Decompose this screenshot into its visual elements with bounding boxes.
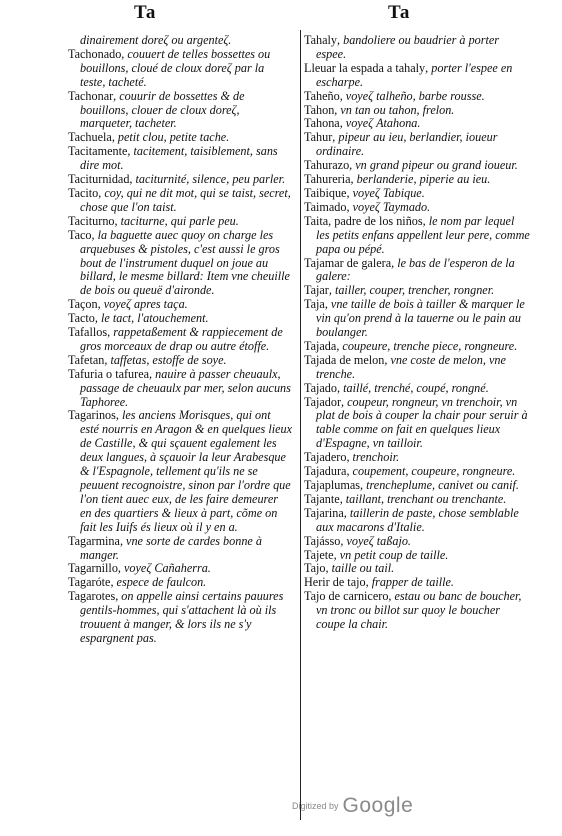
dictionary-entry [304,173,530,187]
right-column [304,34,530,632]
google-logo: Google [342,794,414,817]
entry-headword: Tajarina [304,505,344,520]
entry-headword: Tajadero [304,450,347,465]
entry-gloss: , le nom par lequel les petits enfans appellent leur pere, comme papa ou pépé. [316,213,530,256]
entry-headword: Tajásso [304,533,341,548]
dictionary-entry [304,34,530,62]
dictionary-entry [68,409,292,534]
dictionary-entry [304,507,530,535]
dictionary-entry [304,340,530,354]
running-head-left: Ta [134,2,157,23]
dictionary-entry [68,34,292,48]
dictionary-entry [304,549,530,563]
entry-headword: Tajo de carnicero [304,589,389,604]
entry-gloss: , vn grand pipeur ou grand ioueur. [349,158,518,173]
dictionary-entry [304,576,530,590]
dictionary-entry [68,229,292,299]
dictionary-entry [304,131,530,159]
entry-gloss: , bandoliere ou baudrier à porter espee. [316,33,500,61]
entry-headword: Tajador [304,394,342,409]
entry-headword: Tafetan [68,352,105,367]
dictionary-entry [68,535,292,563]
entry-gloss: , espece de faulcon. [110,575,207,590]
dictionary-entry [304,465,530,479]
entry-gloss: , rappetaßement & rappiecement de gros morceaux de drap ou autre étoffe. [80,325,283,353]
entry-gloss: , on appelle ainsi certains pauures gentils-hommes, qui s'attachent là où ils trouuent à manger, & lors ils ne s'y espargnent pas. [80,589,284,645]
dictionary-entry [68,48,292,90]
dictionary-entry [304,62,530,90]
entry-headword: Tagarnillo [68,561,118,576]
dictionary-entry [68,131,292,145]
column-divider [300,30,301,820]
entry-headword: Tachonar [68,88,114,103]
entry-headword: Tajante [304,491,340,506]
entry-headword: Tahureria [304,172,351,187]
dictionary-entry [68,187,292,215]
entry-gloss: , porter l'espee en escharpe. [316,60,513,89]
entry-gloss: , coupeur, rongneur, vn trenchoir, vn plat de bois à couper la chair pour seruir à table comme on fait en quelques lieux d'Espagne, vn tailloir. [316,394,528,451]
dictionary-entry [304,159,530,173]
dictionary-entry [304,354,530,382]
entry-headword: Taheño [304,88,340,103]
entry-headword: Tagarinos [68,408,116,423]
entry-gloss: , pipeur au ieu, berlandier, ioueur ordinaire. [316,130,498,159]
entry-headword: Tahona [304,116,340,131]
entry-headword: Tachuela [68,130,112,145]
dictionary-entry [68,576,292,590]
dictionary-entry [304,562,530,576]
entry-gloss: , le tact, l'atouchement. [94,311,209,326]
dictionary-entry [304,396,530,452]
dictionary-entry [68,562,292,576]
dictionary-entry [304,590,530,632]
entry-headword: Tahaly [304,33,337,47]
entry-gloss: , voyeζ Taymado. [346,199,431,214]
entry-headword: Tafallos [68,325,108,340]
entry-gloss: , voyeζ apres taça. [97,297,188,312]
entry-gloss: , tacitement, taisiblement, sans dire mot. [80,144,278,173]
dictionary-entry [304,90,530,104]
entry-gloss: , trenchoir. [346,450,400,465]
entry-headword: Tajo [304,561,326,576]
entry-gloss: dinairement doreζ ou argenteζ. [80,33,232,47]
entry-headword: Tacto [68,311,95,326]
entry-gloss: , coy, qui ne dit mot, qui se taist, secret, chose que l'on taist. [80,185,291,214]
dictionary-entry [68,368,292,410]
entry-headword: Tahur [304,130,333,145]
digitized-by-label: Digitized by [292,801,339,811]
entry-headword: Taimado [304,199,347,214]
digitized-watermark [292,794,452,818]
entry-headword: Taçon [68,297,98,312]
entry-headword: Tajamar de galera [304,255,392,270]
dictionary-entry [68,326,292,354]
dictionary-entry [68,312,292,326]
entry-headword: Tafuria o tafurea [68,366,150,381]
entry-gloss: , taciturne, qui parle peu. [114,213,239,228]
dictionary-entry [304,257,530,285]
entry-headword: Taita, padre de los niños [304,213,423,228]
dictionary-entry [304,187,530,201]
entry-gloss: , vne coste de melon, vne trenche. [316,352,506,381]
dictionary-entry [68,215,292,229]
entry-gloss: , vn petit coup de taille. [333,547,449,562]
entry-headword: Tacitamente [68,144,128,159]
entry-gloss: , nauire à passer cheuaulx, passage de cheuaulx par mer, selon aucuns Taphoree. [80,366,291,409]
entry-headword: Tajar [304,283,329,298]
entry-headword: Tagaróte [68,575,111,590]
running-head-right: Ta [388,2,411,23]
entry-gloss: , voyeζ Tabique. [346,185,425,200]
entry-headword: Tajete [304,547,334,562]
entry-gloss: , frapper de taille. [365,575,454,590]
dictionary-entry [304,451,530,465]
dictionary-entry [68,173,292,187]
entry-gloss: , vn tan ou tahon, frelon. [334,102,455,117]
entry-headword: Lleuar la espada a tahaly [304,60,426,75]
dictionary-entry [68,354,292,368]
entry-gloss: , voyeζ talheño, barbe rousse. [339,88,485,103]
dictionary-entry [68,90,292,132]
entry-gloss: , voyeζ taßajo. [340,533,411,548]
entry-headword: Tajado [304,380,337,395]
entry-headword: Tajada de melon [304,352,385,367]
dictionary-entry [304,493,530,507]
dictionary-entry [68,298,292,312]
entry-gloss: , tailler, couper, trencher, rongner. [328,283,495,298]
entry-gloss: , vne taille de bois à tailler & marquer le vin qu'on prend à la tauerne ou le pain au boulanger. [316,297,525,340]
entry-headword: Taibique [304,185,347,200]
dictionary-entry [68,145,292,173]
left-column [68,34,292,646]
entry-gloss: , taillerin de paste, chose semblable aux macarons d'Italie. [316,505,519,534]
entry-headword: Taco [68,227,92,242]
entry-headword: Taja [304,297,325,312]
dictionary-entry [304,535,530,549]
entry-gloss: , taillé, trenché, coupé, rongné. [337,380,489,395]
entry-headword: Tagarmina [68,533,120,548]
entry-gloss: , estau ou banc de boucher, vn tronc ou billot sur quoy le boucher coupe la chair. [316,589,522,632]
entry-headword: Tachonado [68,46,122,61]
entry-headword: Herir de tajo [304,575,366,590]
dictionary-entry [304,479,530,493]
dictionary-entry [68,590,292,646]
dictionary-entry [304,284,530,298]
entry-headword: Taciturnidad [68,172,130,187]
entry-gloss: , vne sorte de cardes bonne à manger. [80,533,262,562]
entry-gloss: , coupeure, trenche piece, rongneure. [336,338,518,353]
dictionary-entry [304,104,530,118]
dictionary-entry [304,117,530,131]
entry-gloss: , taciturnité, silence, peu parler. [129,172,286,187]
entry-gloss: , la baguette auec quoy on charge les arquebuses & pistoles, c'est aussi le gros bout de l'instrument duquel on joue au billard, le mesme billard: Item vne cheuille de bois ou queuë d'aironde. [80,227,290,298]
entry-headword: Tagarotes [68,589,116,604]
entry-headword: Tahurazo [304,158,350,173]
entry-gloss: , taillant, trenchant ou trenchante. [339,491,507,506]
entry-headword: Tahon [304,102,335,117]
entry-headword: Tajadura [304,464,347,479]
entry-headword: Taciturno [68,213,115,228]
entry-gloss: , voyeζ Atahona. [339,116,421,131]
entry-gloss: , taffetas, estoffe de soye. [104,352,227,367]
dictionary-entry [304,298,530,340]
dictionary-entry [304,382,530,396]
entry-gloss: , couuert de telles bossettes ou bouillons, cloué de cloux doreζ par la teste, tacheté. [80,46,271,89]
entry-gloss: , coupement, coupeure, rongneure. [346,464,516,479]
entry-gloss: , berlanderie, piperie au ieu. [350,172,491,187]
entry-gloss: , trencheplume, canivet ou canif. [360,478,519,492]
entry-headword: Tacito [68,185,99,200]
entry-gloss: , petit clou, petite tache. [111,130,230,145]
entry-gloss: , voyeζ Cañaherra. [117,561,211,576]
entry-gloss: , couurir de bossettes & de bouillons, clouer de cloux doreζ, marqueter, tacheter. [80,88,245,131]
entry-headword: Tajaplumas [304,478,361,492]
dictionary-entry [304,215,530,257]
dictionary-entry [304,201,530,215]
entry-headword: Tajada [304,338,337,353]
entry-gloss: , taille ou tail. [325,561,395,576]
entry-gloss: , les anciens Morisques, qui ont esté nourris en Aragon & en quelques lieux de Castille, & qui sçauent egalement les deux langues, à sçauoir la leur Arabesque & l'Espagnole, tellement qu'ils ne se peuuent recognoistre, sinon par l'ordre que l'on tient auec eux, de les faire demeurer en des quartiers & lieux à part, cõme on fait les Iuifs és lieux où il y en a. [80,408,293,534]
entry-gloss: , le bas de l'esperon de la galere: [316,255,515,284]
